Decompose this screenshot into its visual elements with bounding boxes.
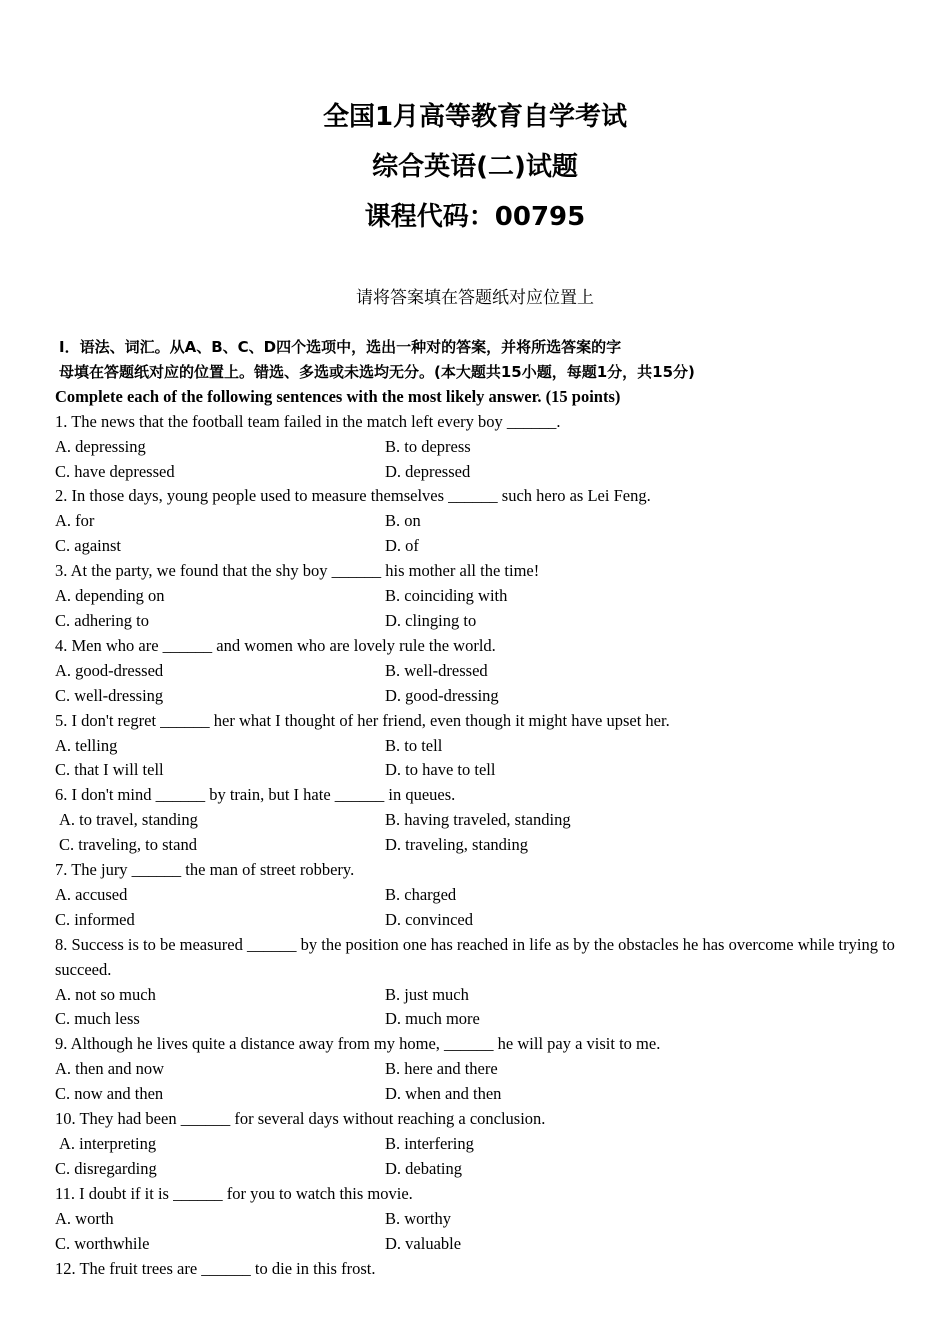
- option-c: C. informed: [55, 909, 135, 929]
- question-5: 5. I don't regret ______ her what I thought of her friend, even though it might have upset her.: [55, 710, 670, 730]
- options-row: [55, 435, 905, 460]
- option-b: B. interfering: [385, 1134, 474, 1153]
- question-10: 10. They had been ______ for several days without reaching a conclusion.: [55, 1109, 546, 1129]
- option-d: D. debating: [385, 1158, 462, 1178]
- option-d: D. good-dressing: [385, 685, 499, 705]
- options-row: [55, 1007, 905, 1032]
- answer-instruction: 请将答案填在答题纸对应位置上: [356, 288, 594, 308]
- option-d: D. of: [385, 536, 419, 556]
- options-row: [55, 1132, 905, 1157]
- option-a: A. not so much: [55, 984, 156, 1004]
- exam-title: 全国1月高等教育自学考试: [322, 102, 628, 132]
- question-7: 7. The jury ______ the man of street robbery.: [55, 860, 355, 880]
- option-b: B. just much: [385, 984, 469, 1004]
- question-section: [55, 335, 905, 1281]
- option-b: B. here and there: [385, 1059, 498, 1079]
- option-d: D. to have to tell: [385, 760, 496, 780]
- option-a: A. accused: [55, 884, 128, 904]
- option-b: B. worthy: [385, 1208, 451, 1228]
- options-row: [55, 908, 905, 933]
- option-d: D. when and then: [385, 1084, 502, 1104]
- options-row: [55, 833, 905, 858]
- options-row: [55, 808, 905, 833]
- question-1: 1. The news that the football team failed in the match left every boy ______.: [55, 411, 561, 431]
- section-heading-cn-2: 母填在答题纸对应的位置上。错选、多选或未选均无分。(本大题共15小题，每题1分，共15分): [59, 362, 695, 381]
- option-c: C. traveling, to stand: [59, 835, 197, 855]
- section-heading-en: Complete each of the following sentences with the most likely answer. (15 points): [55, 386, 621, 406]
- option-a: A. depending on: [55, 586, 165, 606]
- options-row: [55, 1207, 905, 1232]
- options-row: [55, 758, 905, 783]
- option-d: D. traveling, standing: [385, 835, 528, 855]
- option-a: A. interpreting: [59, 1134, 157, 1153]
- option-a: A. worth: [55, 1208, 114, 1228]
- section-heading-cn-1: I．语法、词汇。从A、B、C、D四个选项中，选出一种对的答案，并将所选答案的字: [59, 338, 622, 356]
- options-row: [55, 983, 905, 1008]
- options-row: [55, 883, 905, 908]
- options-row: [55, 609, 905, 634]
- question-3: 3. At the party, we found that the shy boy ______ his mother all the time!: [55, 561, 540, 581]
- question-2: 2. In those days, young people used to measure themselves ______ such hero as Lei Feng.: [55, 486, 651, 506]
- options-row: [55, 1082, 905, 1107]
- option-b: B. on: [385, 511, 421, 531]
- course-code: 课程代码：00795: [364, 202, 586, 232]
- question-6: 6. I don't mind ______ by train, but I hate ______ in queues.: [55, 785, 456, 805]
- question-4: 4. Men who are ______ and women who are lovely rule the world.: [55, 635, 496, 655]
- option-a: A. for: [55, 511, 95, 531]
- options-row: [55, 534, 905, 559]
- option-c: C. now and then: [55, 1084, 164, 1104]
- options-row: [55, 734, 905, 759]
- options-row: [55, 1057, 905, 1082]
- option-c: C. much less: [55, 1009, 140, 1029]
- options-row: [55, 584, 905, 609]
- option-d: D. valuable: [385, 1233, 462, 1253]
- question-12: 12. The fruit trees are ______ to die in this frost.: [55, 1258, 376, 1278]
- options-row: [55, 1157, 905, 1182]
- option-a: A. telling: [55, 735, 118, 755]
- question-9: 9. Although he lives quite a distance away from my home, ______ he will pay a visit to me.: [55, 1034, 661, 1054]
- option-d: D. depressed: [385, 461, 471, 481]
- option-b: B. charged: [385, 884, 457, 904]
- option-c: C. well-dressing: [55, 685, 164, 705]
- option-b: B. to depress: [385, 436, 471, 456]
- option-d: D. clinging to: [385, 610, 477, 630]
- options-row: [55, 684, 905, 709]
- option-d: D. much more: [385, 1009, 480, 1029]
- options-row: [55, 509, 905, 534]
- option-c: C. that I will tell: [55, 760, 164, 780]
- option-a: A. good-dressed: [55, 660, 164, 680]
- options-row: [55, 1232, 905, 1257]
- option-d: D. convinced: [385, 909, 473, 929]
- option-c: C. adhering to: [55, 610, 149, 630]
- option-a: A. then and now: [55, 1059, 165, 1079]
- option-a: A. to travel, standing: [59, 810, 198, 830]
- option-b: B. well-dressed: [385, 660, 488, 680]
- option-c: C. against: [55, 536, 121, 556]
- option-b: B. coinciding with: [385, 586, 508, 606]
- subject-title: 综合英语(二)试题: [372, 152, 578, 182]
- option-b: B. having traveled, standing: [385, 810, 571, 830]
- question-8: 8. Success is to be measured ______ by the position one has reached in life as by the obstacles he has overcome while trying to succeed.: [55, 934, 895, 979]
- options-row: [55, 659, 905, 684]
- option-b: B. to tell: [385, 735, 443, 755]
- option-c: C. worthwhile: [55, 1233, 150, 1253]
- option-c: C. disregarding: [55, 1158, 157, 1178]
- document-header: [0, 92, 950, 242]
- options-row: [55, 460, 905, 485]
- option-a: A. depressing: [55, 436, 146, 456]
- question-11: 11. I doubt if it is ______ for you to watch this movie.: [55, 1183, 413, 1203]
- option-c: C. have depressed: [55, 461, 175, 481]
